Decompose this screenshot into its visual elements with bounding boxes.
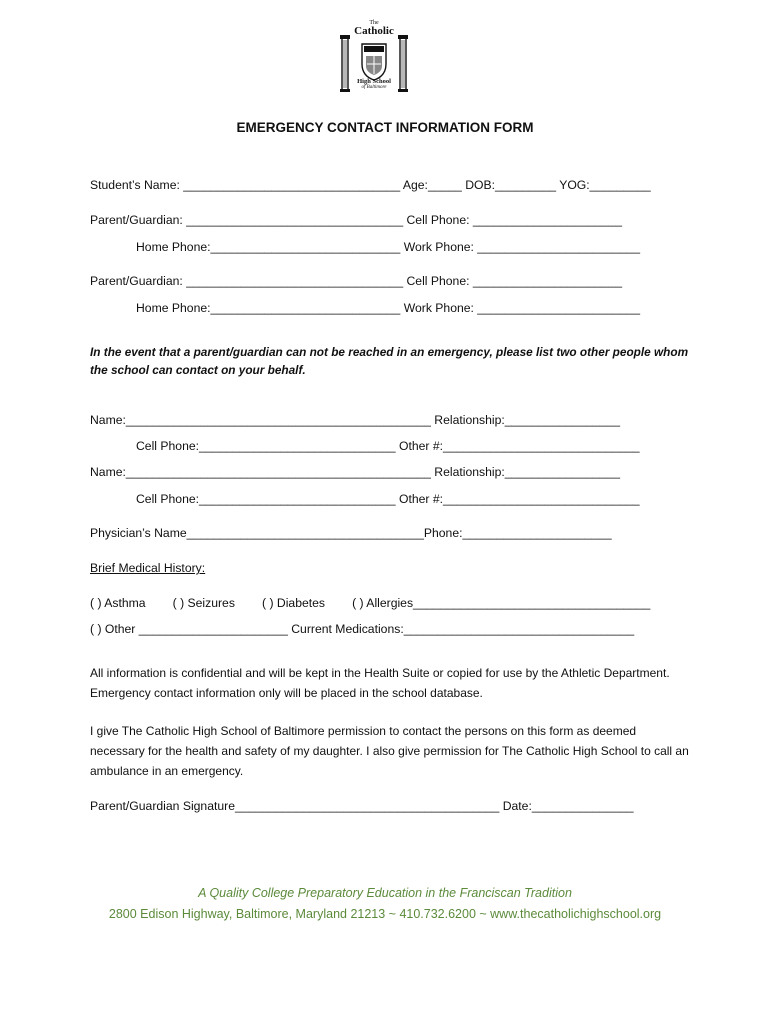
conditions-line-2[interactable]: ( ) Other ______________________ Current Medications:__________________________________ [90, 622, 635, 636]
contact1-name-line[interactable]: Name:_____________________________________________ Relationship:_________________ [90, 413, 620, 427]
footer-address: 2800 Edison Highway, Baltimore, Maryland 21213 ~ 410.732.6200 ~ www.thecatholichighschool.org [108, 907, 662, 921]
confidentiality-notice: All information is confidential and will be kept in the Health Suite or copied for use by the Athletic Department. Emergency contact information only will be placed in the school database. [90, 666, 670, 700]
parent1-home-work-line[interactable]: Home Phone:____________________________ Work Phone: ________________________ [136, 240, 640, 254]
permission-statement: I give The Catholic High School of Baltimore permission to contact the persons on this form as deemed necessary for the health and safety of my daughter. I also give permission for The Catholic High School to call an ambulance in an emergency. [90, 724, 689, 778]
medical-history-heading: Brief Medical History: [90, 561, 206, 575]
contact1-phone-line[interactable]: Cell Phone:_____________________________ Other #:_____________________________ [136, 439, 640, 453]
contact2-phone-line[interactable]: Cell Phone:_____________________________ Other #:_____________________________ [136, 492, 640, 506]
emergency-instruction: In the event that a parent/guardian can not be reached in an emergency, please list two other people whom the school can contact on your behalf. [90, 345, 689, 377]
contact2-name-line[interactable]: Name:_____________________________________________ Relationship:_________________ [90, 465, 620, 479]
signature-line[interactable]: Parent/Guardian Signature_______________________________________ Date:_______________ [90, 799, 634, 813]
logo-text-the: The [369, 20, 379, 26]
logo-text-city: of Baltimore [361, 85, 387, 90]
physician-line[interactable]: Physician’s Name___________________________________Phone:______________________ [90, 526, 612, 540]
school-logo [338, 20, 410, 95]
form-title: EMERGENCY CONTACT INFORMATION FORM [236, 120, 534, 135]
student-info-line[interactable]: Student’s Name: ________________________________ Age:_____ DOB:_________ YOG:_________ [90, 178, 651, 192]
parent2-home-work-line[interactable]: Home Phone:____________________________ Work Phone: ________________________ [136, 301, 640, 315]
conditions-line-1[interactable]: ( ) Asthma ( ) Seizures ( ) Diabetes ( ) Allergies___________________________________ [90, 596, 651, 610]
logo-text-high-school: High School [357, 78, 391, 85]
footer-tagline: A Quality College Preparatory Education in the Franciscan Tradition [198, 886, 572, 900]
parent1-line[interactable]: Parent/Guardian: ________________________________ Cell Phone: ______________________ [90, 213, 623, 227]
parent2-line[interactable]: Parent/Guardian: ________________________________ Cell Phone: ______________________ [90, 274, 623, 288]
logo-text-catholic: Catholic [354, 25, 394, 37]
